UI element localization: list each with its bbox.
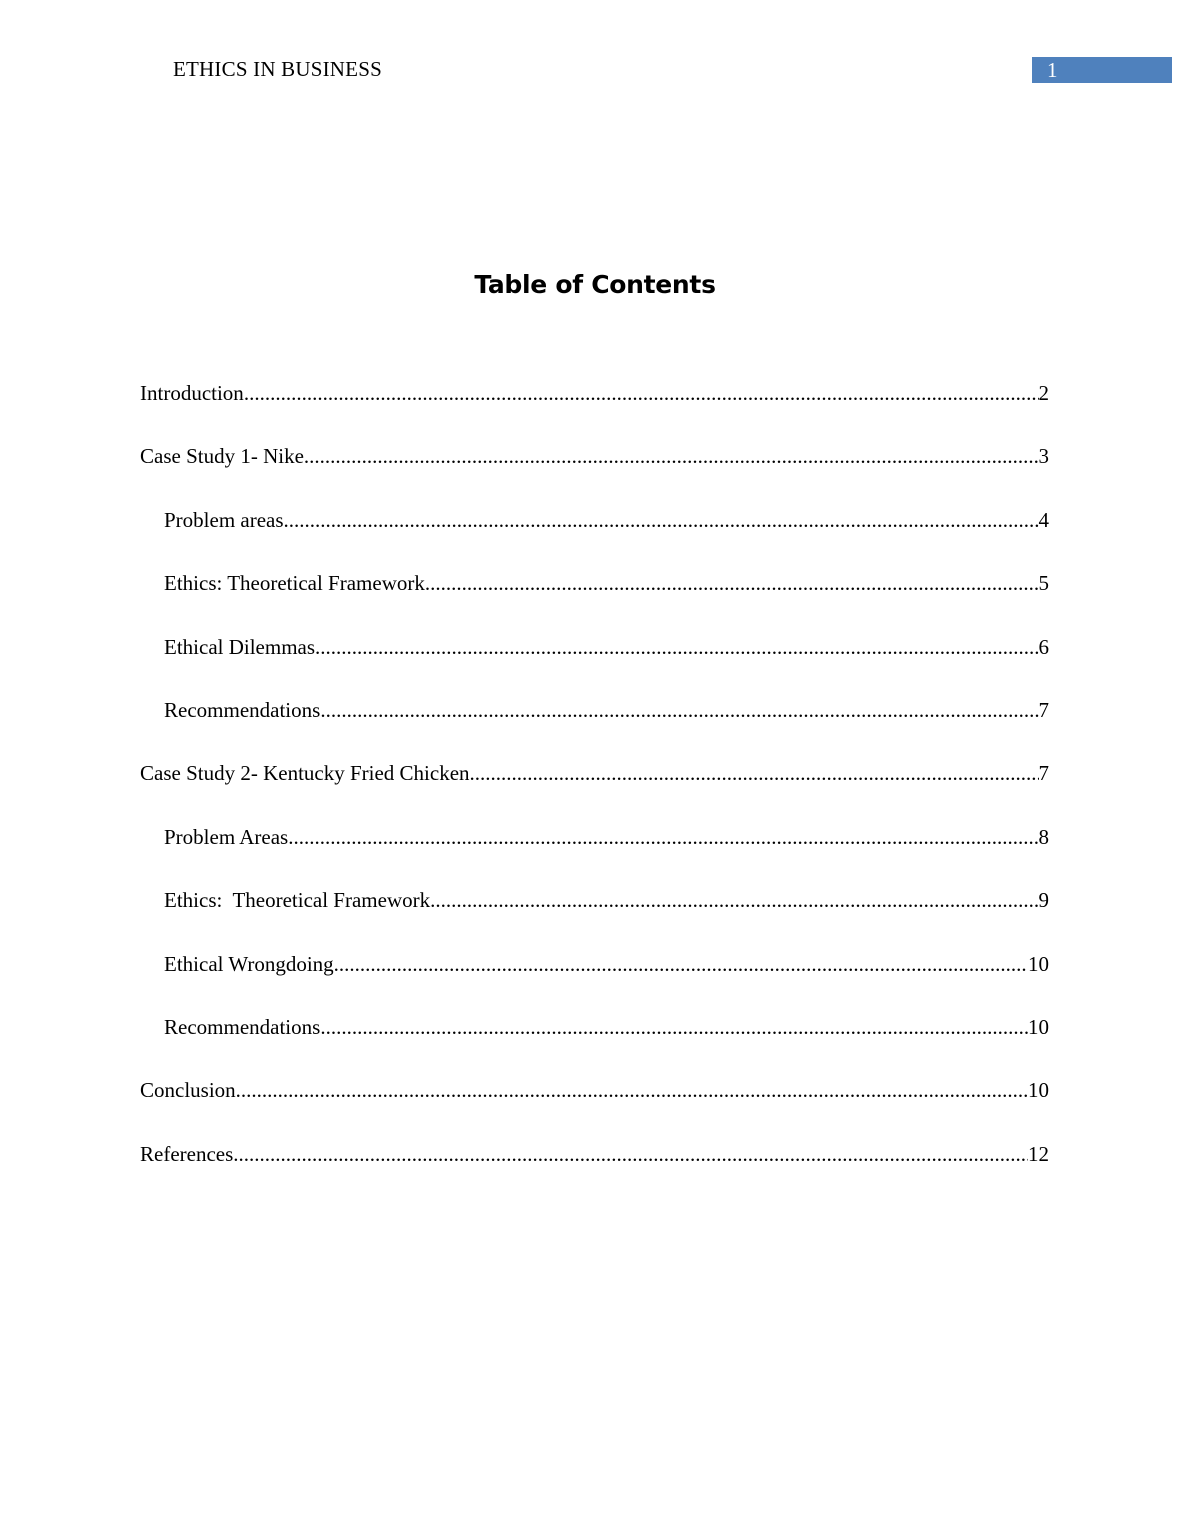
toc-entry-ethical-dilemmas[interactable] bbox=[140, 632, 1049, 695]
toc-entry-label: Ethics: Theoretical Framework bbox=[164, 888, 431, 913]
toc-entry-label: Ethics: Theoretical Framework bbox=[164, 571, 425, 596]
toc-entry-page: 6 bbox=[1038, 634, 1049, 659]
toc-entry-ethical-wrongdoing[interactable] bbox=[140, 949, 1049, 1012]
toc-entry-recommendations-1[interactable] bbox=[140, 695, 1049, 758]
toc-entry-page: 10 bbox=[1028, 951, 1049, 976]
toc-entry-label: Ethical Dilemmas bbox=[164, 634, 316, 659]
toc-entry-label: Conclusion bbox=[140, 1078, 236, 1103]
toc-dot-leader bbox=[334, 949, 1028, 979]
toc-entry-page: 3 bbox=[1038, 444, 1049, 469]
toc-entry-page: 8 bbox=[1038, 824, 1049, 849]
toc-dot-leader bbox=[320, 695, 1038, 725]
toc-entry-recommendations-2[interactable] bbox=[140, 1012, 1049, 1075]
toc-dot-leader bbox=[320, 1012, 1028, 1042]
toc-dot-leader bbox=[244, 378, 1039, 408]
toc-entry-label: Problem areas bbox=[164, 507, 284, 532]
toc-entry-label: Recommendations bbox=[164, 1014, 321, 1039]
toc-entry-case-study-1[interactable] bbox=[140, 441, 1049, 504]
toc-dot-leader bbox=[233, 1139, 1028, 1169]
toc-entry-page: 12 bbox=[1028, 1141, 1049, 1166]
toc-dot-leader bbox=[288, 822, 1038, 852]
toc-dot-leader bbox=[315, 632, 1038, 662]
toc-entry-page: 2 bbox=[1038, 381, 1049, 405]
toc-entry-label: Recommendations bbox=[164, 697, 321, 722]
toc-entry-problem-areas-1[interactable] bbox=[140, 505, 1049, 568]
toc-entry-conclusion[interactable] bbox=[140, 1075, 1049, 1138]
toc-entry-page: 10 bbox=[1028, 1014, 1049, 1039]
toc-dot-leader bbox=[425, 568, 1039, 598]
page-number-badge bbox=[1032, 57, 1172, 83]
toc-list bbox=[140, 378, 1049, 1202]
toc-entry-problem-areas-2[interactable] bbox=[140, 822, 1049, 885]
toc-entry-theoretical-framework-1[interactable] bbox=[140, 568, 1049, 631]
toc-entry-page: 7 bbox=[1038, 761, 1049, 786]
toc-entry-case-study-2[interactable] bbox=[140, 758, 1049, 821]
toc-entry-page: 9 bbox=[1038, 888, 1049, 913]
toc-entry-label: Problem Areas bbox=[164, 824, 289, 849]
toc-entry-label: Introduction bbox=[140, 381, 244, 405]
toc-dot-leader bbox=[236, 1075, 1028, 1105]
toc-dot-leader bbox=[430, 885, 1038, 915]
toc-title: Table of Contents bbox=[474, 270, 716, 299]
toc-entry-introduction[interactable] bbox=[140, 378, 1049, 441]
running-header-title: ETHICS IN BUSINESS bbox=[173, 57, 382, 81]
toc-entry-page: 7 bbox=[1038, 697, 1049, 722]
toc-entry-label: Case Study 2- Kentucky Fried Chicken bbox=[140, 761, 470, 786]
toc-entry-label: Case Study 1- Nike bbox=[140, 444, 304, 469]
toc-entry-theoretical-framework-2[interactable] bbox=[140, 885, 1049, 948]
toc-entry-references[interactable] bbox=[140, 1139, 1049, 1202]
toc-entry-page: 4 bbox=[1038, 507, 1049, 532]
toc-entry-page: 5 bbox=[1038, 571, 1049, 596]
toc-dot-leader bbox=[304, 441, 1039, 471]
toc-entry-label: References bbox=[140, 1141, 234, 1166]
toc-dot-leader bbox=[284, 505, 1039, 535]
page-number: 1 bbox=[1047, 58, 1058, 82]
toc-dot-leader bbox=[470, 758, 1039, 788]
toc-entry-label: Ethical Wrongdoing bbox=[164, 951, 334, 976]
toc-entry-page: 10 bbox=[1028, 1078, 1049, 1103]
